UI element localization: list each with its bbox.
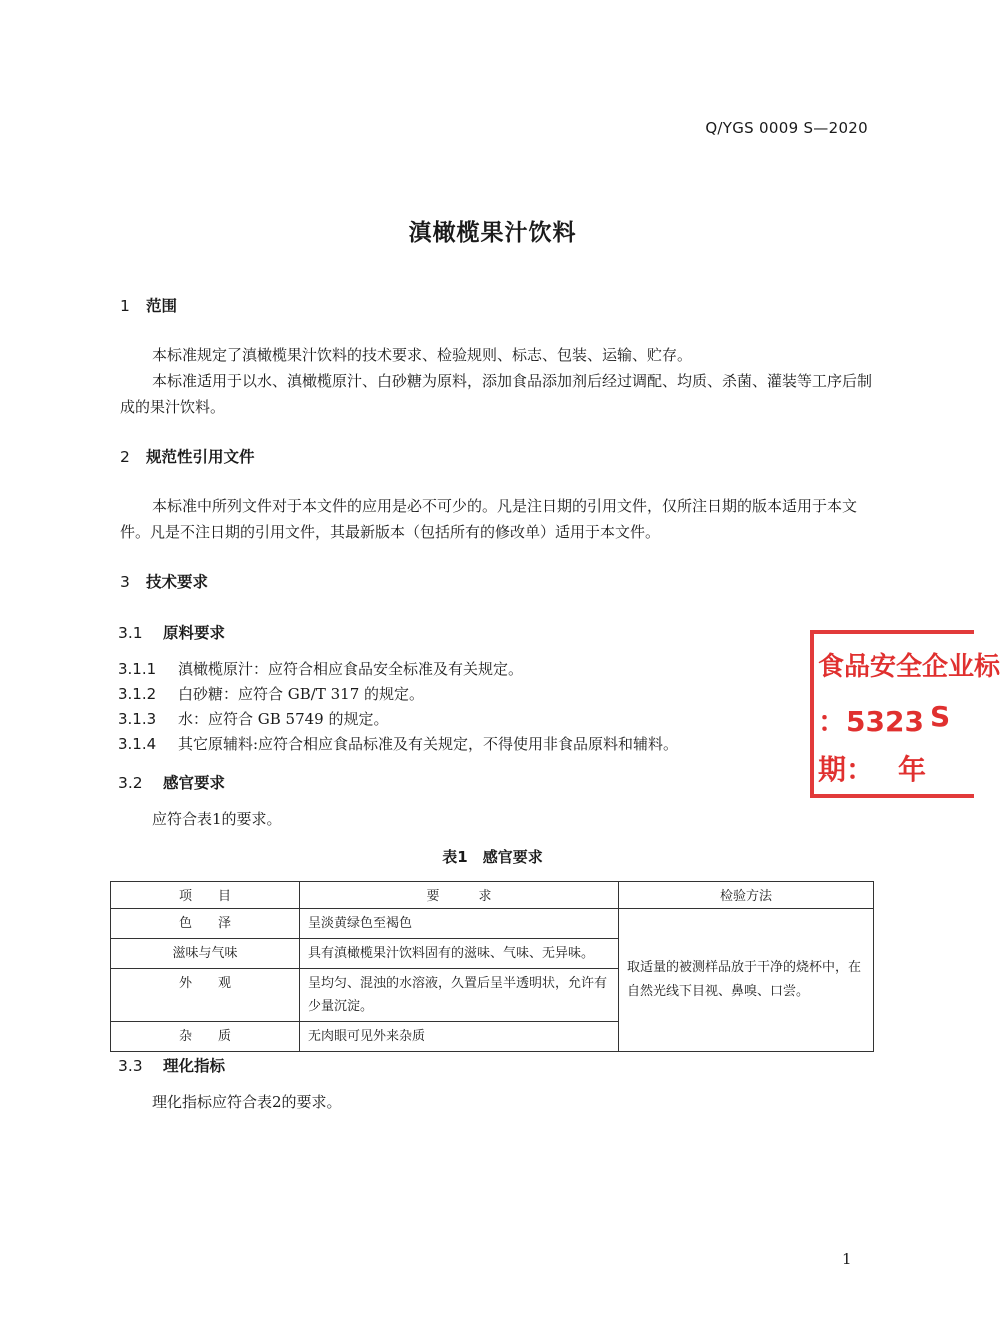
column-header-requirement: 要 求 (300, 882, 619, 909)
section-number: 3.2 (118, 774, 143, 792)
item-text: 白砂糖：应符合 GB/T 317 的规定。 (178, 685, 424, 703)
row-requirement: 呈淡黄绿色至褐色 (300, 909, 619, 939)
stamp-line-2: ：5323 (818, 705, 924, 738)
row-item: 杂 质 (111, 1022, 300, 1052)
section-title: 范围 (146, 297, 178, 315)
stamp-line-3: 期： (818, 753, 875, 786)
table-1-caption: 表1 感官要求 (442, 848, 543, 866)
section-title: 原料要求 (163, 624, 226, 642)
item-number: 3.1.4 (118, 735, 157, 753)
requirement-item-3-1-3 (118, 708, 388, 729)
row-item: 滋味与气味 (111, 939, 300, 969)
stamp-line-3-year: 年 (898, 753, 927, 786)
section-2-paragraph-1: 本标准中所列文件对于本文件的应用是必不可少的。凡是注日期的引用文件，仅所注日期的版本适用于本文件。凡是不注日期的引用文件，其最新版本（包括所有的修改单）适用于本文件。 (120, 497, 858, 541)
section-title: 感官要求 (163, 774, 226, 792)
requirement-item-3-1-1 (118, 658, 523, 679)
row-item: 色 泽 (111, 909, 300, 939)
document-title: 滇橄榄果汁饮料 (408, 220, 577, 246)
section-title: 技术要求 (146, 573, 209, 591)
section-3-3-paragraph: 理化指标应符合表2的要求。 (152, 1093, 342, 1111)
section-3-3-heading (118, 1054, 225, 1076)
requirement-item-3-1-4 (118, 733, 678, 754)
section-title: 规范性引用文件 (146, 448, 255, 466)
section-3-1-heading (118, 621, 225, 643)
sensory-requirements-table (110, 881, 874, 1052)
section-1-paragraph-2: 本标准适用于以水、滇橄榄原汁、白砂糖为原料，添加食品添加剂后经过调配、均质、杀菌、灌装等工序后制成的果汁饮料。 (120, 372, 873, 416)
section-1-paragraph-1: 本标准规定了滇橄榄果汁饮料的技术要求、检验规则、标志、包装、运输、贮存。 (152, 346, 693, 364)
page-number: 1 (842, 1250, 852, 1268)
section-3-2-heading (118, 771, 225, 793)
row-requirement: 具有滇橄榄果汁饮料固有的滋味、气味、无异味。 (300, 939, 619, 969)
inspection-method: 取适量的被测样品放于干净的烧杯中，在自然光线下目视、鼻嗅、口尝。 (619, 909, 874, 1052)
item-text: 滇橄榄原汁：应符合相应食品安全标准及有关规定。 (178, 660, 524, 678)
stamp-line-1: 食品安全企业标 (818, 652, 1000, 682)
item-number: 3.1.2 (118, 685, 157, 703)
section-3-heading (120, 570, 208, 592)
section-number: 3.1 (118, 624, 143, 642)
item-number: 3.1.3 (118, 710, 157, 728)
table-row (111, 909, 874, 939)
section-2-heading (120, 445, 255, 467)
item-text: 水：应符合 GB 5749 的规定。 (178, 710, 389, 728)
section-1-heading (120, 294, 177, 316)
item-number: 3.1.1 (118, 660, 157, 678)
section-3-2-paragraph: 应符合表1的要求。 (152, 810, 282, 828)
row-item: 外 观 (111, 969, 300, 1022)
item-text: 其它原辅料:应符合相应食品标准及有关规定，不得使用非食品原料和辅料。 (178, 735, 679, 753)
section-number: 3.3 (118, 1057, 143, 1075)
row-requirement: 呈均匀、混浊的水溶液，久置后呈半透明状，允许有少量沉淀。 (300, 969, 619, 1022)
standard-code: Q/YGS 0009 S—2020 (705, 119, 868, 137)
section-number: 3 (120, 573, 130, 591)
registration-stamp (810, 630, 1000, 798)
row-requirement: 无肉眼可见外来杂质 (300, 1022, 619, 1052)
column-header-item: 项 目 (111, 882, 300, 909)
stamp-line-2-suffix: S (930, 700, 951, 733)
section-number: 1 (120, 297, 130, 315)
section-title: 理化指标 (163, 1057, 226, 1075)
column-header-method: 检验方法 (619, 882, 874, 909)
table-header-row (111, 882, 874, 909)
requirement-item-3-1-2 (118, 683, 424, 704)
section-number: 2 (120, 448, 130, 466)
